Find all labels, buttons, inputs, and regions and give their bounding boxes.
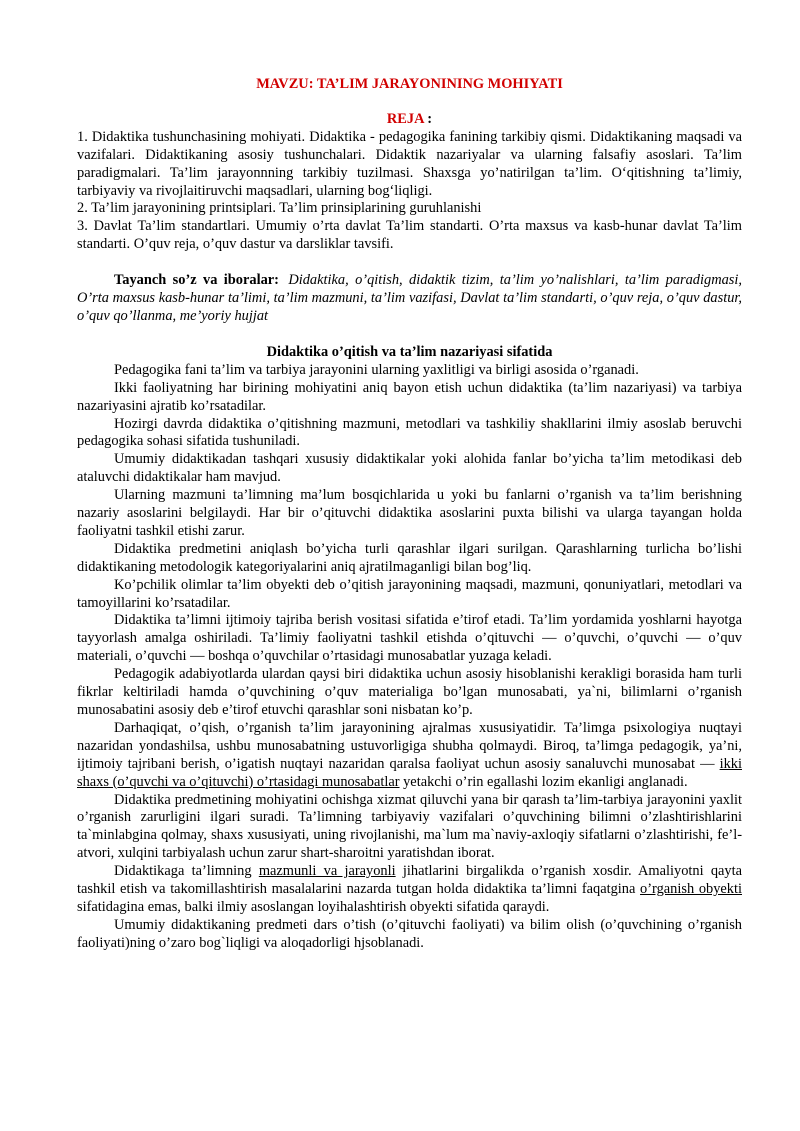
keywords-label: Tayanch so’z va iboralar:	[114, 272, 279, 289]
paragraph-10-text-b: yetakchi o’rin egallashi lozim ekanligi anglanadi.	[399, 773, 688, 790]
paragraph-12-text-b: jihatlarini birgalikda o’rganish xosdir. Amaliyotni qayta tashkil etish va takomillashtirish masalalarini nazarda tutgan holda didaktika ta’limni faqatgina	[77, 863, 743, 898]
plan-list	[77, 129, 742, 254]
document-page	[77, 76, 742, 953]
keywords-paragraph	[77, 272, 742, 326]
paragraph-10	[77, 720, 742, 792]
paragraph-12-text-c: sifatidagina emas, balki ilmiy asoslangan loyihalashtirish obyekti sifatida qaraydi.	[77, 898, 550, 915]
paragraph-12-underlined-2: o’rganish obyekti	[640, 881, 742, 898]
paragraph-12-text-a: Didaktikaga ta’limning	[114, 863, 259, 880]
plan-heading	[77, 111, 742, 129]
paragraph-10-underlined: ikki shaxs (o’quvchi va o’qituvchi) o’rtasidagi munosabatlar	[77, 755, 742, 790]
paragraph-3: Hozirgi davrda didaktika o’qitishning mazmuni, metodlari va tashkiliy shakllarini ilmiy asoslab beruvchi pedagogika sohasi sifatida tushuniladi.	[77, 415, 742, 450]
paragraph-1: Pedagogika fani ta’lim va tarbiya jarayonini ularning yaxlitligi va birligi asosida o’rganadi.	[114, 361, 639, 378]
plan-item-2: 2. Ta’lim jarayonining printsiplari. Ta’lim prinsiplarining guruhlanishi	[77, 200, 482, 217]
keywords-text: Didaktika, o’qitish, didaktik tizim, ta’lim yo’nalishlari, ta’lim paradigmasi, O’rta maxsus kasb-hunar ta’limi, ta’lim mazmuni, ta’lim vazifasi, Davlat ta’lim standarti, o’quv reja, o’quv dastur, o’quv qo’llanma, me’yoriy hujjat	[77, 272, 742, 324]
plan-heading-label: REJA	[386, 110, 424, 127]
paragraph-7: Ko’pchilik olimlar ta’lim obyekti deb o’qitish jarayonining maqsadi, mazmuni, qonuniyatlari, metodlari va tamoyillarini ko’rsatadilar.	[77, 576, 742, 611]
paragraph-4: Umumiy didaktikadan tashqari xususiy didaktikalar yoki alohida fanlar bo’yicha ta’lim metodikasi deb ataluvchi didaktikalar ham mavjud.	[77, 451, 742, 486]
plan-heading-colon: :	[423, 110, 433, 127]
paragraph-12	[77, 863, 742, 917]
section-title: Didaktika o’qitish va ta’lim nazariyasi sifatida	[266, 343, 553, 360]
paragraph-13: Umumiy didaktikaning predmeti dars o’tish (o’qituvchi faoliyati) va bilim olish (o’quvchining o’rganish faoliyati)ning o’zaro bog`liqligi va aloqadorligi hjsoblanadi.	[77, 916, 742, 951]
paragraph-6: Didaktika predmetini aniqlash bo’yicha turli qarashlar ilgari surilgan. Qarashlarning turlicha bo’lishi didaktikaning metodologik kategoriyalarini aniq ajratilmaganligi bilan bog’liq.	[77, 540, 742, 575]
paragraph-2: Ikki faoliyatning har birining mohiyatini aniq bayon etish uchun didaktika (ta’lim nazariyasi) va tarbiya nazariyasini ajratib ko’rsatadilar.	[77, 379, 742, 414]
paragraph-5: Ularning mazmuni ta’limning ma’lum bosqichlarida u yoki bu fanlarni o’rganish va ta’lim berishning nazariy asoslarini belgilaydi. Har bir o’qituvchi didaktika asoslarini puxta bilishi va ularga tayangan holda faoliyatni tashkil etishi zarur.	[77, 487, 742, 539]
paragraph-8: Didaktika ta’limni ijtimoiy tajriba berish vositasi sifatida e’tirof etadi. Ta’lim yordamida yoshlarni hayotga tayyorlash amalga oshiriladi. Ta’limiy faoliyatni tashkil etishda o’qituvchi — o’quvchi, o’quvchi — o’quv materiali, o’quvchi — boshqa o’quvchilar o’rtasidagi munosabatlar yuzaga keladi.	[77, 612, 742, 665]
plan-item-3: 3. Davlat Ta’lim standartlari. Umumiy o’rta davlat Ta’lim standarti. O’rta maxsus va kasb-hunar davlat Ta’lim standarti. O’quv reja, o’quv dastur va darsliklar tavsifi.	[77, 218, 742, 253]
paragraph-12-underlined-1: mazmunli va jarayonli	[258, 863, 396, 880]
plan-item-1: 1. Didaktika tushunchasining mohiyati. Didaktika - pedagogika fanining tarkibiy qismi. Didaktikaning maqsadi va vazifalari. Didaktikaning asosiy tushunchalari. Didaktik nazariyalar va ularning falsafiy asoslari. Ta’lim paradigmalari. Ta’lim jarayonnning tarkibiy tuzilmasi. Shaxsga yo’natirilgan ta’lim. O‘qitishning ta’limiy, tarbiyaviy va rivojlaitiruvchi maqsadlari, ularning bog‘liqligi.	[77, 128, 742, 199]
paragraph-10-text-a: Darhaqiqat, o’qish, o’rganish ta’lim jarayonining ajralmas xususiyatidir. Ta’limga psixologiya nuqtayi nazaridan yondashilsa, ushbu munosabatning ustuvorligiga shubha qolmaydi. Biroq, ta’limga pedagogik, ya’ni, ijtimoiy tajribani berish, o’igatish nuqtayi nazaridan qaralsa faoliyat uchun asosiy sanaluvchi munosabat —	[77, 719, 742, 772]
document-title: MAVZU: TA’LIM JARAYONINING MOHIYATI	[256, 76, 563, 92]
paragraph-11: Didaktika predmetining mohiyatini ochishga xizmat qiluvchi yana bir qarash ta’lim-tarbiya jarayonini yaxlit o’rganish zarurligini ilgari suradi. Ta’limning tarbiyaviy vazifalari o’quvchining bilimni o’zlashtirishlarini ta`minlabgina qolmay, shaxs xususiyati, uning rivojlanishi, ma`lum ma`naviy-axloqiy sifatlarni o’zlashtirishi, fe’l-atvori, xulqini tarbiyalash uchun zarur shart-sharoitni yaratishdan iborat.	[77, 791, 742, 862]
paragraph-9: Pedagogik adabiyotlarda ulardan qaysi biri didaktika uchun asosiy hisoblanishi kerakligi borasida ham turli fikrlar keltiriladi hamda o’quvchining o’quv materialiga bo’lgan munosabati, ya`ni, bilimlarni o’rganish munosabatini asosiy deb e’tirof etuvchi qarashlar soni nisbatan ko’p.	[77, 666, 742, 718]
